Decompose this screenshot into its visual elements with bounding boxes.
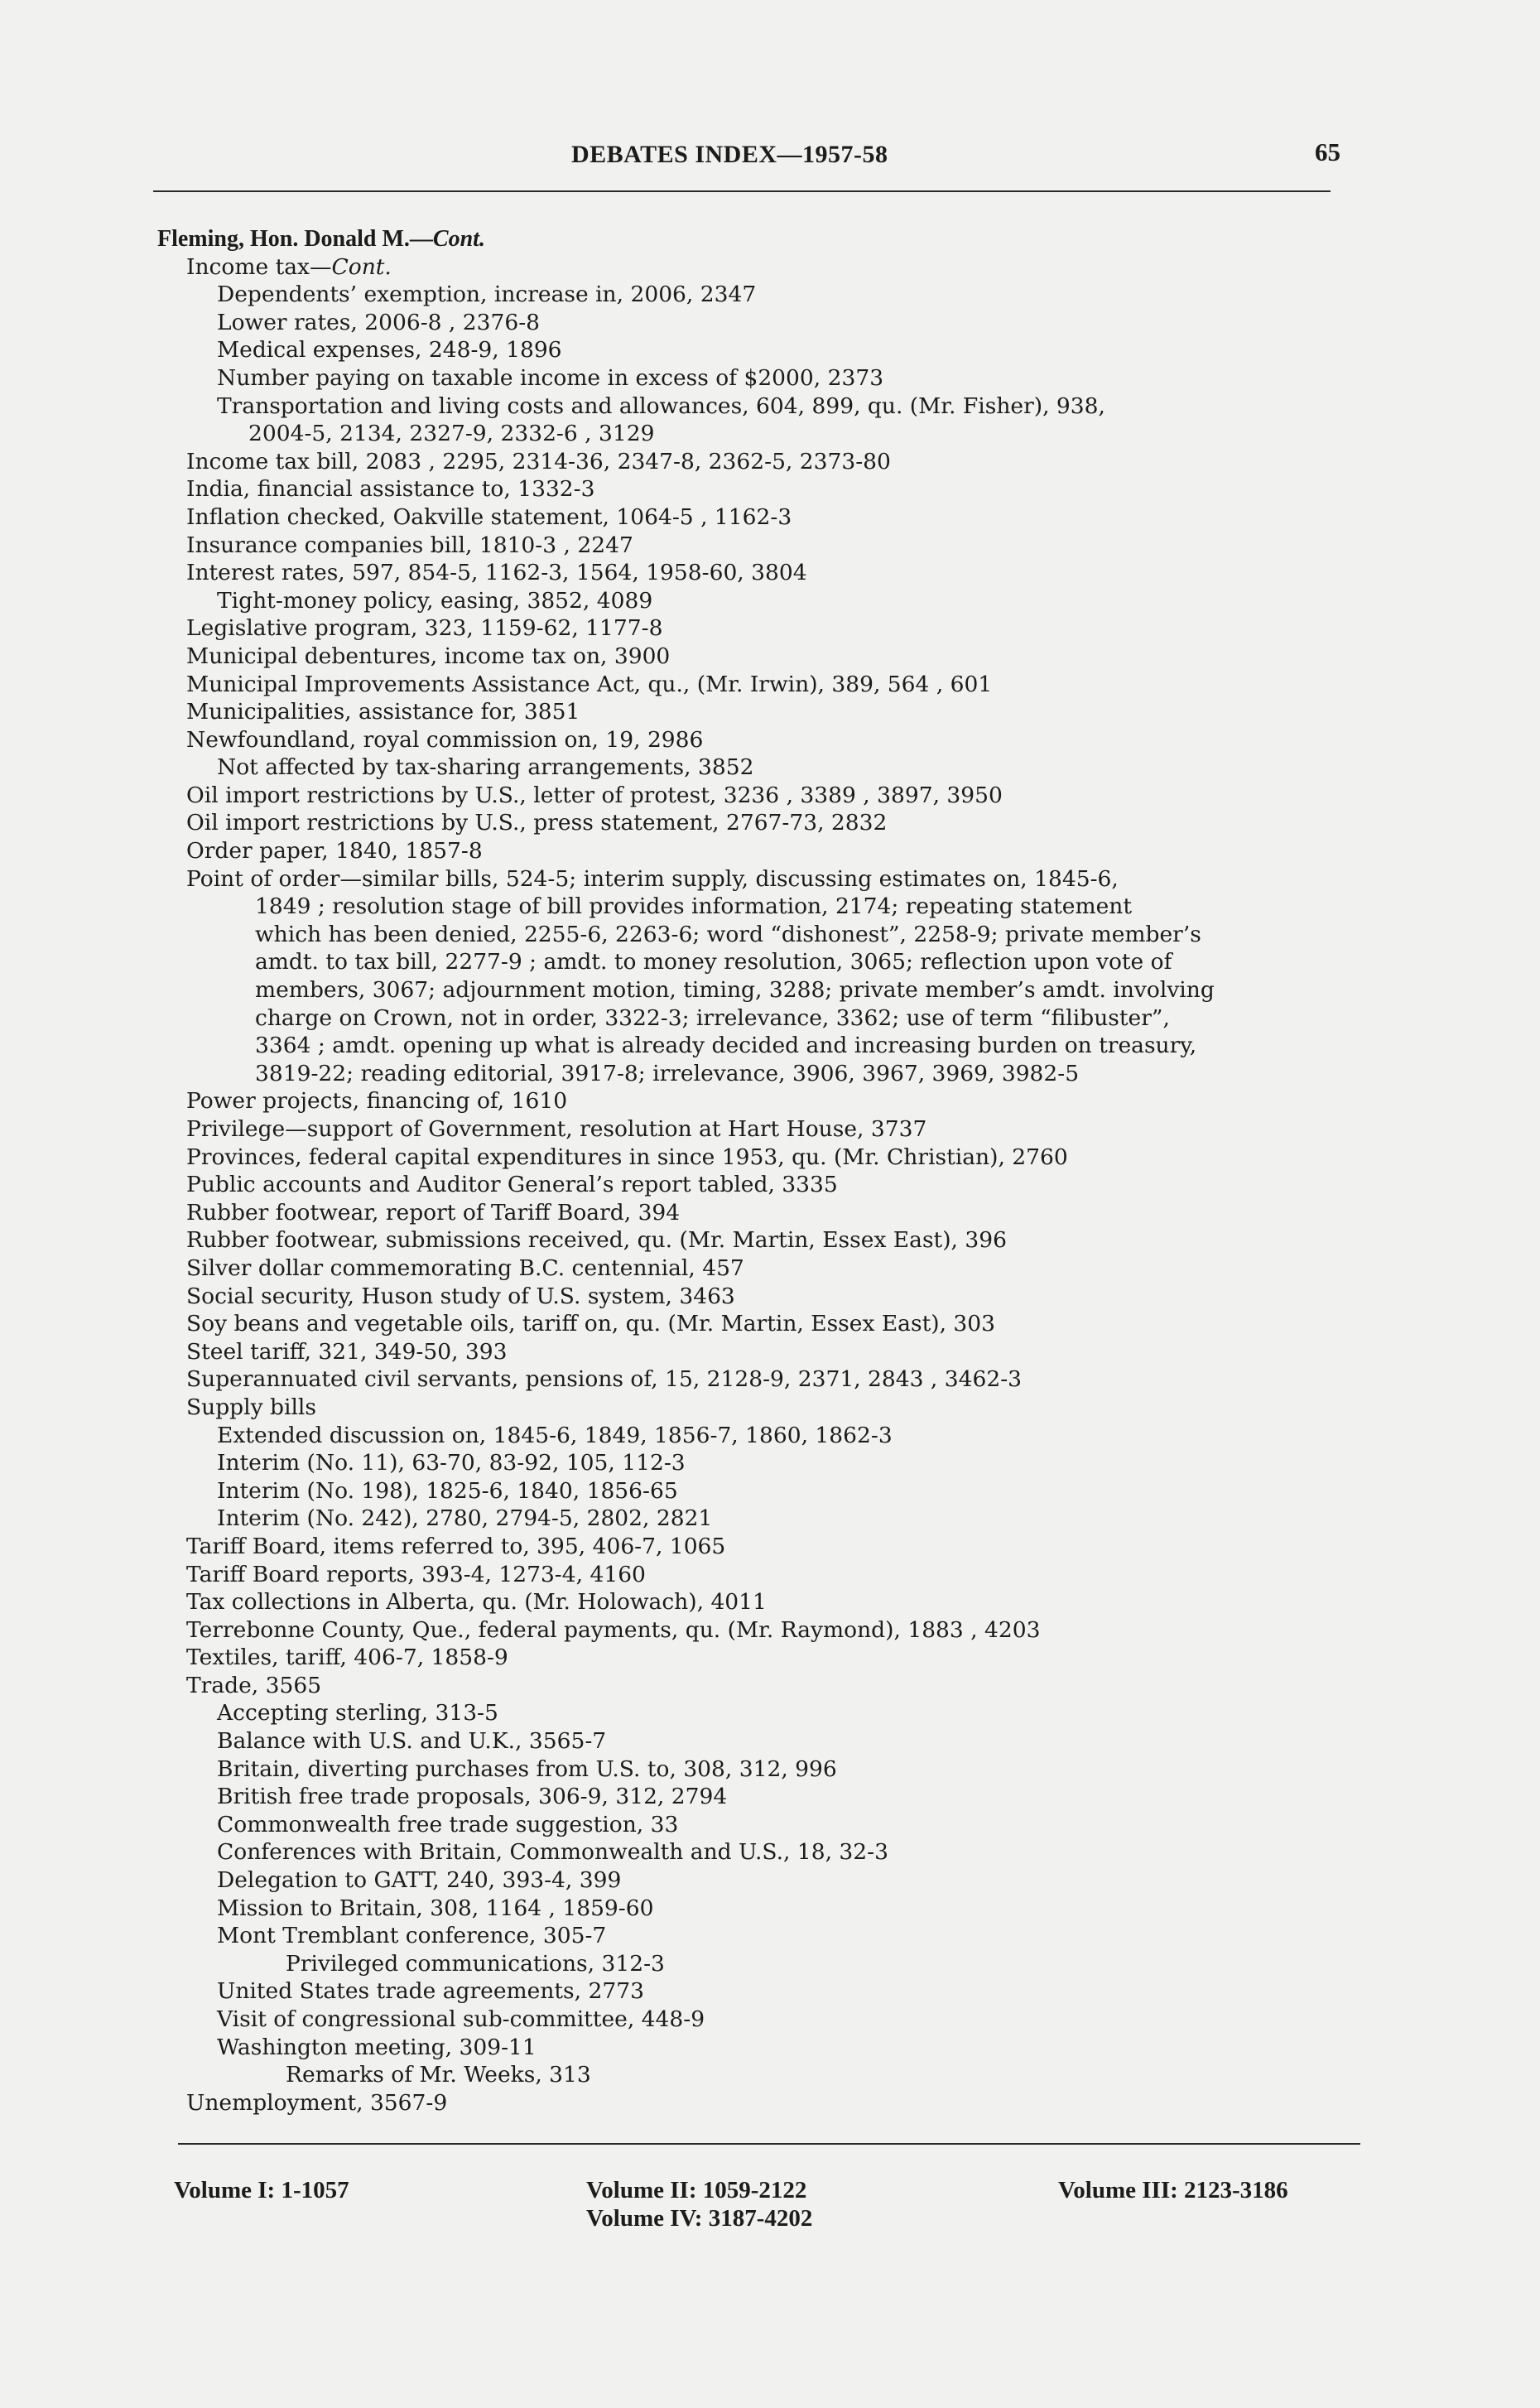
index-entry bbox=[157, 420, 1383, 448]
entry-text: United States trade agreements, 2773 bbox=[217, 1978, 644, 2005]
index-entry bbox=[157, 1449, 1383, 1477]
index-entry bbox=[157, 1505, 1383, 1533]
entry-text: 1849 ; resolution stage of bill provides information, 2174; repeating statement bbox=[255, 893, 1133, 920]
index-entries bbox=[157, 225, 1383, 2117]
index-entry bbox=[157, 1588, 1383, 1616]
entry-text: Interest rates, 597, 854-5, 1162-3, 1564, 1958-60, 3804 bbox=[186, 560, 807, 586]
entry-text: Not affected by tax-sharing arrangements, 3852 bbox=[217, 754, 754, 781]
entry-text: Transportation and living costs and allowances, 604, 899, qu. (Mr. Fisher), 938, bbox=[217, 393, 1105, 419]
entry-text: Order paper, 1840, 1857-8 bbox=[186, 838, 483, 864]
index-entry bbox=[157, 1255, 1383, 1283]
index-entry bbox=[157, 671, 1383, 699]
index-entry bbox=[157, 587, 1383, 615]
entry-text: charge on Crown, not in order, 3322-3; irrelevance, 3362; use of term “filibuster”, bbox=[255, 1004, 1170, 1031]
volume-4-label: Volume IV: 3187-4202 bbox=[586, 2205, 813, 2232]
entry-text: Remarks of Mr. Weeks, 313 bbox=[286, 2062, 591, 2088]
heading-name: Fleming, Hon. Donald M.— bbox=[157, 226, 433, 252]
index-entry bbox=[157, 2061, 1383, 2089]
entry-text: Accepting sterling, 313-5 bbox=[217, 1700, 498, 1727]
entry-text: Superannuated civil servants, pensions of, 15, 2128-9, 2371, 2843 , 3462-3 bbox=[186, 1366, 1023, 1393]
entry-text: Municipal debentures, income tax on, 3900 bbox=[186, 643, 671, 669]
entry-heading bbox=[157, 225, 1383, 253]
index-entry bbox=[157, 1561, 1383, 1589]
entry-text: Public accounts and Auditor General’s report tabled, 3335 bbox=[186, 1172, 838, 1198]
index-entry bbox=[157, 1171, 1383, 1199]
index-entry bbox=[157, 1338, 1383, 1366]
entry-text: Point of order—similar bills, 524-5; interim supply, discussing estimates on, 1845-6, bbox=[186, 865, 1119, 892]
entry-text: which has been denied, 2255-6, 2263-6; word “dishonest”, 2258-9; private member’s bbox=[255, 921, 1201, 947]
entry-text: Rubber footwear, submissions received, qu. (Mr. Martin, Essex East), 396 bbox=[186, 1227, 1007, 1254]
entry-text: Silver dollar commemorating B.C. centennial, 457 bbox=[186, 1255, 744, 1281]
entry-text: Supply bills bbox=[186, 1394, 317, 1420]
index-entry bbox=[157, 559, 1383, 587]
index-entry bbox=[157, 1783, 1383, 1811]
page-number: 65 bbox=[1315, 137, 1340, 166]
index-entry bbox=[157, 809, 1383, 837]
index-entry bbox=[157, 1060, 1383, 1088]
index-entry bbox=[157, 893, 1383, 921]
entry-text: Trade, 3565 bbox=[186, 1672, 322, 1698]
index-entry bbox=[157, 336, 1383, 364]
index-entry bbox=[157, 1477, 1383, 1505]
entry-text: Tight-money policy, easing, 3852, 4089 bbox=[217, 587, 653, 614]
entry-text: Mont Tremblant conference, 305-7 bbox=[217, 1923, 607, 1949]
index-entry bbox=[157, 1727, 1383, 1755]
entry-text: 3364 ; amdt. opening up what is already decided and increasing burden on treasury, bbox=[255, 1033, 1197, 1059]
index-entry bbox=[157, 1226, 1383, 1255]
entry-text: Britain, diverting purchases from U.S. to, 308, 312, 996 bbox=[217, 1755, 837, 1782]
index-entry bbox=[157, 1004, 1383, 1033]
entry-text: Dependents’ exemption, increase in, 2006, 2347 bbox=[217, 282, 757, 308]
index-entry bbox=[157, 532, 1383, 560]
entry-list bbox=[157, 253, 1383, 2117]
entry-text: Inflation checked, Oakville statement, 1064-5 , 1162-3 bbox=[186, 503, 792, 530]
entry-text: Textiles, tariff, 406-7, 1858-9 bbox=[186, 1645, 508, 1671]
index-entry bbox=[157, 698, 1383, 726]
footer-volume-2-4 bbox=[586, 2176, 812, 2232]
entry-text: Oil import restrictions by U.S., letter of protest, 3236 , 3389 , 3897, 3950 bbox=[186, 782, 1003, 808]
entry-text: Tax collections in Alberta, qu. (Mr. Holowach), 4011 bbox=[186, 1589, 767, 1616]
entry-text: Insurance companies bill, 1810-3 , 2247 bbox=[186, 532, 633, 558]
entry-text: Income tax bill, 2083 , 2295, 2314-36, 2347-8, 2362-5, 2373-80 bbox=[186, 448, 891, 474]
heading-cont: Cont. bbox=[432, 226, 485, 252]
index-entry bbox=[157, 393, 1383, 421]
index-entry bbox=[157, 1365, 1383, 1394]
index-entry bbox=[157, 837, 1383, 865]
index-entry bbox=[157, 1922, 1383, 1950]
index-entry bbox=[157, 1394, 1383, 1422]
index-entry bbox=[157, 1115, 1383, 1144]
index-entry bbox=[157, 281, 1383, 309]
volume-1-label: Volume I: 1-1057 bbox=[174, 2177, 349, 2203]
entry-text: Social security, Huson study of U.S. system, 3463 bbox=[186, 1283, 735, 1309]
volume-3-label: Volume III: 2123-3186 bbox=[1058, 2177, 1288, 2203]
index-entry bbox=[157, 1032, 1383, 1060]
entry-text: Conferences with Britain, Commonwealth and U.S., 18, 32-3 bbox=[217, 1839, 888, 1866]
index-entry bbox=[157, 1144, 1383, 1172]
index-entry bbox=[157, 364, 1383, 393]
entry-text: Provinces, federal capital expenditures in since 1953, qu. (Mr. Christian), 2760 bbox=[186, 1144, 1068, 1170]
footer-volume-1 bbox=[174, 2176, 349, 2204]
entry-text: 2004-5, 2134, 2327-9, 2332-6 , 3129 bbox=[248, 421, 655, 447]
index-entry bbox=[157, 1838, 1383, 1866]
entry-text: 3819-22; reading editorial, 3917-8; irrelevance, 3906, 3967, 3969, 3982-5 bbox=[255, 1060, 1080, 1086]
entry-text: Privilege—support of Government, resolution at Hart House, 3737 bbox=[186, 1116, 927, 1142]
index-entry bbox=[157, 1950, 1383, 1978]
page-header-title: DEBATES INDEX—1957-58 bbox=[571, 141, 888, 168]
index-entry bbox=[157, 1283, 1383, 1311]
entry-text: Income tax— bbox=[186, 253, 332, 280]
index-entry bbox=[157, 448, 1383, 476]
entry-text: Legislative program, 323, 1159-62, 1177-8 bbox=[186, 615, 663, 642]
index-entry bbox=[157, 1422, 1383, 1450]
index-entry bbox=[157, 976, 1383, 1004]
entry-text: Municipal Improvements Assistance Act, qu., (Mr. Irwin), 389, 564 , 601 bbox=[186, 671, 993, 697]
index-entry bbox=[157, 475, 1383, 503]
entry-text: Power projects, financing of, 1610 bbox=[186, 1088, 568, 1115]
entry-text: Privileged communications, 312-3 bbox=[286, 1950, 665, 1977]
entry-text: Mission to Britain, 308, 1164 , 1859-60 bbox=[217, 1895, 654, 1921]
entry-text: Commonwealth free trade suggestion, 33 bbox=[217, 1811, 679, 1837]
index-entry bbox=[157, 1533, 1383, 1561]
index-entry bbox=[157, 2089, 1383, 2117]
index-entry bbox=[157, 865, 1383, 893]
index-entry bbox=[157, 1644, 1383, 1672]
index-entry bbox=[157, 2034, 1383, 2062]
entry-text: Unemployment, 3567-9 bbox=[186, 2089, 448, 2116]
index-entry bbox=[157, 1755, 1383, 1784]
index-entry bbox=[157, 1866, 1383, 1895]
index-entry bbox=[157, 1895, 1383, 1923]
entry-text: amdt. to tax bill, 2277-9 ; amdt. to money resolution, 3065; reflection upon vote of bbox=[255, 949, 1172, 975]
entry-text: British free trade proposals, 306-9, 312, 2794 bbox=[217, 1784, 728, 1810]
entry-text: Delegation to GATT, 240, 393-4, 399 bbox=[217, 1867, 622, 1894]
entry-text: members, 3067; adjournment motion, timing, 3288; private member’s amdt. involving bbox=[255, 977, 1215, 1004]
index-entry bbox=[157, 253, 1383, 282]
entry-text: Interim (No. 198), 1825-6, 1840, 1856-65 bbox=[217, 1477, 678, 1504]
index-entry bbox=[157, 921, 1383, 949]
index-entry bbox=[157, 643, 1383, 671]
index-entry bbox=[157, 1199, 1383, 1227]
entry-text: Washington meeting, 309-11 bbox=[217, 2034, 537, 2060]
index-entry bbox=[157, 1616, 1383, 1645]
volume-2-label: Volume II: 1059-2122 bbox=[586, 2177, 807, 2203]
entry-text: Interim (No. 11), 63-70, 83-92, 105, 112-3 bbox=[217, 1450, 686, 1476]
entry-text: Steel tariff, 321, 349-50, 393 bbox=[186, 1338, 508, 1365]
entry-text: Tariff Board, items referred to, 395, 406-7, 1065 bbox=[186, 1533, 726, 1559]
entry-text: Medical expenses, 248-9, 1896 bbox=[217, 337, 562, 364]
index-entry bbox=[157, 1977, 1383, 2006]
entry-text: India, financial assistance to, 1332-3 bbox=[186, 476, 595, 503]
header-rule bbox=[153, 190, 1331, 192]
index-entry bbox=[157, 1087, 1383, 1115]
entry-text: Soy beans and vegetable oils, tariff on, qu. (Mr. Martin, Essex East), 303 bbox=[186, 1311, 995, 1337]
entry-text: Oil import restrictions by U.S., press statement, 2767-73, 2832 bbox=[186, 810, 888, 836]
entry-text: Extended discussion on, 1845-6, 1849, 1856-7, 1860, 1862-3 bbox=[217, 1422, 893, 1448]
entry-cont: Cont. bbox=[331, 253, 392, 280]
index-entry bbox=[157, 1811, 1383, 1839]
index-entry bbox=[157, 2006, 1383, 2034]
entry-text: Newfoundland, royal commission on, 19, 2986 bbox=[186, 726, 704, 753]
entry-text: Tariff Board reports, 393-4, 1273-4, 4160 bbox=[186, 1561, 646, 1587]
index-entry bbox=[157, 1699, 1383, 1727]
entry-text: Rubber footwear, report of Tariff Board, 394 bbox=[186, 1199, 681, 1226]
index-entry bbox=[157, 754, 1383, 782]
index-entry bbox=[157, 1672, 1383, 1700]
entry-text: Visit of congressional sub-committee, 448-9 bbox=[217, 2006, 705, 2032]
entry-text: Interim (No. 242), 2780, 2794-5, 2802, 2821 bbox=[217, 1505, 713, 1532]
entry-text: Lower rates, 2006-8 , 2376-8 bbox=[217, 309, 541, 335]
index-entry bbox=[157, 948, 1383, 976]
index-entry bbox=[157, 782, 1383, 810]
footer-rule bbox=[178, 2143, 1360, 2145]
entry-text: Balance with U.S. and U.K., 3565-7 bbox=[217, 1728, 607, 1755]
entry-text: Terrebonne County, Que., federal payments, qu. (Mr. Raymond), 1883 , 4203 bbox=[186, 1616, 1041, 1643]
index-entry bbox=[157, 309, 1383, 337]
index-entry bbox=[157, 614, 1383, 643]
footer-volume-3 bbox=[1058, 2176, 1288, 2204]
entry-text: Municipalities, assistance for, 3851 bbox=[186, 699, 580, 725]
entry-text: Number paying on taxable income in excess of $2000, 2373 bbox=[217, 364, 884, 391]
index-entry bbox=[157, 1310, 1383, 1338]
index-entry bbox=[157, 503, 1383, 532]
index-entry bbox=[157, 726, 1383, 754]
